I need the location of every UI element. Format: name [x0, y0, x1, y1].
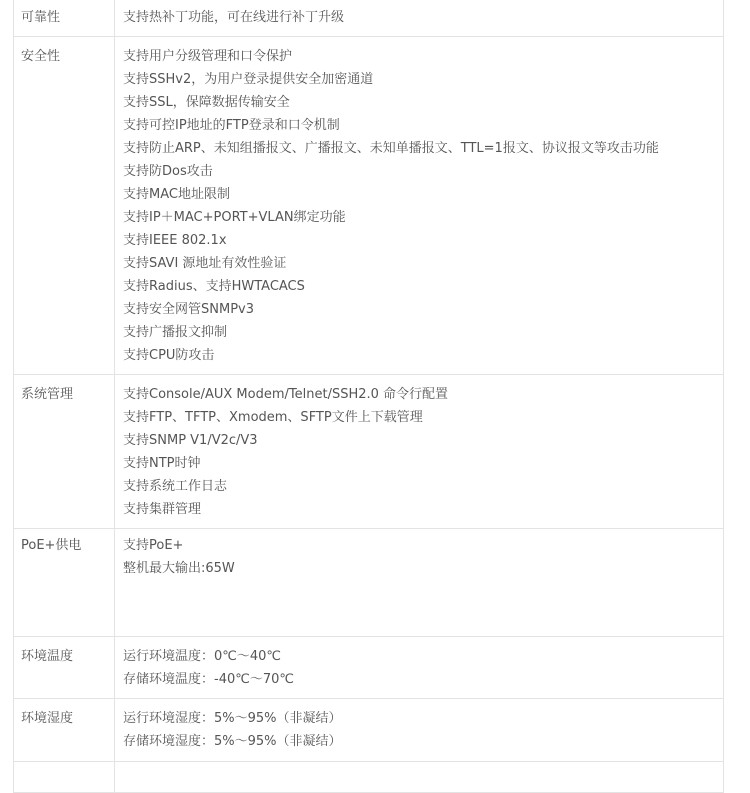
row-label: 系统管理	[14, 375, 115, 529]
value-line: 支持防Dos攻击	[123, 164, 213, 179]
row-value	[115, 375, 724, 529]
row-value	[115, 37, 724, 375]
row-label: 安全性	[14, 37, 115, 375]
value-line: 支持Radius、支持HWTACACS	[123, 279, 305, 294]
value-line: 支持SAVI 源地址有效性验证	[123, 256, 287, 271]
value-line: 支持Console/AUX Modem/Telnet/SSH2.0 命令行配置	[123, 387, 449, 402]
value-line: 运行环境湿度：5%～95%（非凝结）	[123, 711, 342, 726]
row-value-empty	[115, 762, 724, 793]
row-label-empty	[14, 762, 115, 793]
value-line: 支持集群管理	[123, 502, 202, 517]
spec-table	[13, 0, 724, 793]
row-label: 环境湿度	[14, 699, 115, 762]
value-line: 支持热补丁功能，可在线进行补丁升级	[123, 10, 345, 25]
row-label: PoE+供电	[14, 529, 115, 637]
row-value	[115, 0, 724, 37]
spec-row-reliability	[14, 0, 724, 37]
value-line: 支持IEEE 802.1x	[123, 233, 227, 248]
row-label: 环境温度	[14, 637, 115, 699]
value-line: 支持用户分级管理和口令保护	[123, 49, 293, 64]
value-line: 存储环境温度：-40℃～70℃	[123, 672, 294, 687]
value-line: 支持MAC地址限制	[123, 187, 230, 202]
value-line: 支持安全网管SNMPv3	[123, 302, 254, 317]
spec-row-security	[14, 37, 724, 375]
value-line: 支持PoE+	[123, 538, 184, 553]
row-label: 可靠性	[14, 0, 115, 37]
value-line: 支持防止ARP、未知组播报文、广播报文、未知单播报文、TTL=1报文、协议报文等攻击功能	[123, 141, 659, 156]
value-line: 支持SSHv2，为用户登录提供安全加密通道	[123, 72, 374, 87]
spec-row-system-management	[14, 375, 724, 529]
value-line: 支持NTP时钟	[123, 456, 201, 471]
value-line: 支持CPU防攻击	[123, 348, 215, 363]
spec-row-humidity	[14, 699, 724, 762]
spec-row-empty	[14, 762, 724, 793]
row-value	[115, 529, 724, 637]
row-value	[115, 637, 724, 699]
value-line: 存储环境湿度：5%～95%（非凝结）	[123, 734, 342, 749]
spec-row-temperature	[14, 637, 724, 699]
spec-row-poe	[14, 529, 724, 637]
row-value	[115, 699, 724, 762]
value-line: 整机最大输出:65W	[123, 561, 235, 576]
value-line: 运行环境温度：0℃～40℃	[123, 649, 282, 664]
value-line: 支持可控IP地址的FTP登录和口令机制	[123, 118, 340, 133]
value-line: 支持FTP、TFTP、Xmodem、SFTP文件上下载管理	[123, 410, 423, 425]
value-line: 支持SSL，保障数据传输安全	[123, 95, 290, 110]
value-line: 支持IP＋MAC+PORT+VLAN绑定功能	[123, 210, 346, 225]
value-line: 支持SNMP V1/V2c/V3	[123, 433, 258, 448]
value-line: 支持广播报文抑制	[123, 325, 228, 340]
value-line: 支持系统工作日志	[123, 479, 228, 494]
